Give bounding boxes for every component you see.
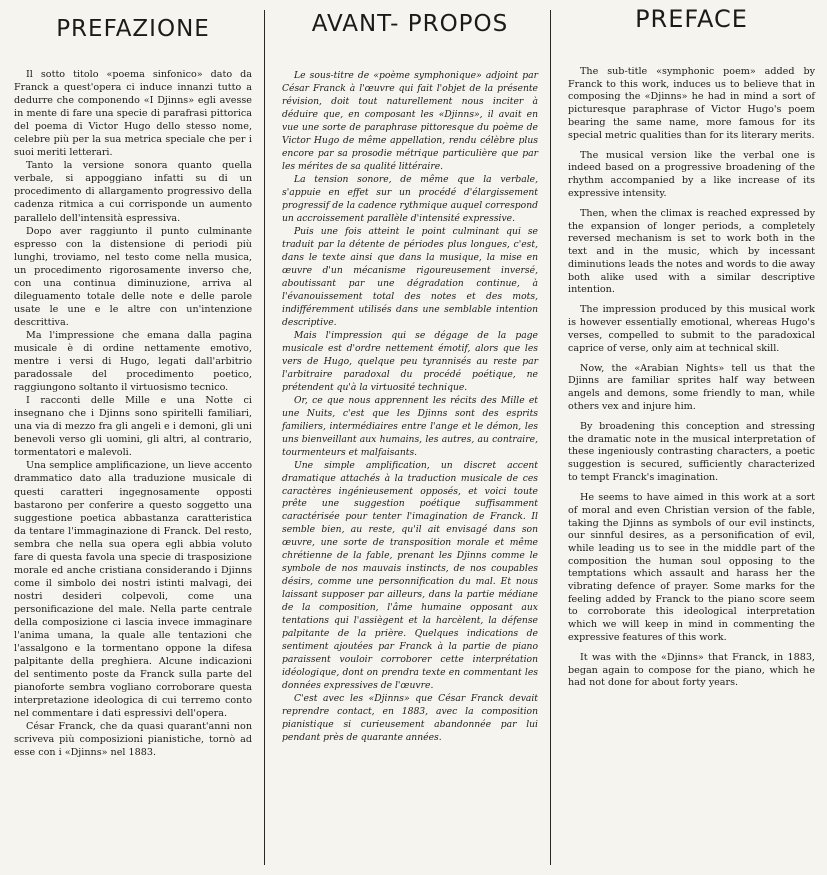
english-paragraph: The musical version like the verbal one is indeed based on a progressive broadening of the rhythm accompanied by a like increase of its expressive intensity.: [568, 149, 815, 199]
italian-paragraph: Una semplice amplificazione, un lieve accento drammatico dato alla traduzione musicale di questi caratteri ingegnosamente opposti bastarono per conferire a questo soggetto una suggestione poetica abbastanza caratteristica da tentare l'immaginazione di Franck. Del resto, sembra che nella sua opera egli abbia voluto fare di questa favola una specie di trasposizione morale ed anche cristiana considerando i Djinns come il simbolo dei nostri istinti malvagi, dei nostri desideri colpevoli, come una personificazione del male. Nella parte centrale della composizione ci lascia invece immaginare l'anima umana, la quale alle tentazioni che l'assalgono e la tormentano oppone la difesa palpitante della preghiera. Alcune indicazioni del sentimento poste da Franck sulla parte del pianoforte sembra vogliano corroborare questa interpretazione ideologica di cui terremo conto nel commentare i dati espressivi dell'opera.: [14, 460, 252, 720]
french-paragraph: C'est avec les «Djinns» que César Franck devait reprendre contact, en 1883, avec la composition pianistique si curieusement abandonnée par lui pendant près de quarante années.: [282, 693, 538, 744]
italian-paragraph: I racconti delle Mille e una Notte ci insegnano che i Djinns sono spiritelli familiari, una via di mezzo fra gli angeli e i demoni, gli uni benevoli verso gli uomini, gli altri, al contrario, tormentatori e malevoli.: [14, 395, 252, 459]
italian-paragraph: César Franck, che da quasi quarant'anni non scriveva più composizioni pianistiche, tornò ad esse con i «Djinns» nel 1883.: [14, 721, 252, 759]
french-paragraph: Le sous-titre de «poème symphonique» adjoint par César Franck à l'œuvre qui fait l'objet de la présente révision, doit tout naturellement nous inciter à déduire que, en composant les «Djinns», il avait en vue une sorte de paraphrase pittoresque du poème de Victor Hugo de même appellation, rendu célèbre plus encore par sa prosodie métrique particulière que par les mérites de sa qualité littéraire.: [282, 70, 538, 172]
french-paragraph: Mais l'impression qui se dégage de la page musicale est d'ordre nettement émotif, alors que les vers de Hugo, quelque peu tyrannisés au reste par l'arbitraire paradoxal du procédé poétique, ne prétendent qu'à la virtuosité technique.: [282, 329, 538, 393]
italian-paragraph: Dopo aver raggiunto il punto culminante espresso con la distensione di periodi più lunghi, troviamo, nel testo come nella musica, un procedimento rigorosamente inverso che, con una continua diminuzione, arriva al dileguamento totale delle note e delle parole usate le une e le altre con un'intenzione descrittiva.: [14, 225, 252, 328]
english-paragraph: Now, the «Arabian Nights» tell us that the Djinns are familiar sprites half way between angels and demons, some friendly to man, while others vex and injure him.: [568, 362, 815, 412]
italian-title: PREFAZIONE: [56, 16, 210, 42]
english-paragraph: Then, when the climax is reached expressed by the expansion of longer periods, a completely reversed mechanism is set to work both in the text and in the music, which by incessant diminutions leads the notes and words to die away both alike used with a similar descriptive intention.: [568, 208, 815, 296]
english-paragraph: He seems to have aimed in this work at a sort of moral and even Christian version of the fable, taking the Djinns as symbols of our evil instincts, our sinnful desires, as a personification of evil, while leading us to see in the middle part of the composition the human soul opposing to the temptations which assault and harass her the vibrating defence of prayer. Some marks for the feeling added by Franck to the piano score seem to corroborate this ideological interpretation which we will keep in mind in commenting the expressive features of this work.: [568, 492, 815, 643]
italian-body: [14, 68, 252, 759]
english-body: [568, 66, 815, 690]
french-paragraph: Or, ce que nous apprennent les récits des Mille et une Nuits, c'est que les Djinns sont des esprits familiers, intermédiaires entre l'ange et le démon, les uns bienveillant aux humains, les autres, au contraire, tourmenteurs et malfaisants.: [282, 394, 538, 458]
column-divider: [264, 10, 265, 865]
english-paragraph: The sub-title «symphonic poem» added by Franck to this work, induces us to believe that in composing the «Djinns» he had in mind a sort of picturesque paraphrase of Victor Hugo's poem bearing the same name, more famous for its special metric qualities than for its literary merits.: [568, 66, 815, 141]
english-paragraph: By broadening this conception and stressing the dramatic note in the musical interpretation of these ingeniously contrasting characters, a poetic suggestion is secured, sufficiently characterized to tempt Franck's imagination.: [568, 421, 815, 483]
english-title: PREFACE: [635, 5, 748, 33]
column-divider: [550, 10, 551, 865]
italian-column: [0, 0, 262, 875]
french-title: AVANT- PROPOS: [311, 11, 509, 37]
french-paragraph: La tension sonore, de même que la verbale, s'appuie en effet sur un procédé d'élargissement progressif de la cadence rythmique auquel correspond un accroissement parallèle d'intensité expressive.: [282, 173, 538, 224]
italian-paragraph: Il sotto titolo «poema sinfonico» dato da Franck a quest'opera ci induce innanzi tutto a dedurre che componendo «I Djinns» egli avesse in mente di fare una specie di parafrasi pittorica del poema di Victor Hugo dello stesso nome, celebre più per la sua metrica speciale che per i suoi meriti letterari.: [14, 69, 252, 159]
english-paragraph: It was with the «Djinns» that Franck, in 1883, began again to compose for the piano, which he had not done for about forty years.: [568, 652, 815, 689]
english-paragraph: The impression produced by this musical work is however essentially emotional, whereas Hugo's verses, compelled to submit to the paradoxical caprice of verse, only aim at technical skill.: [568, 304, 815, 354]
french-paragraph: Une simple amplification, un discret accent dramatique attachés à la traduction musicale de ces caractères ingénieusement opposés, et voici toute prête une suggestion poétique suffisamment caractérisée pour tenter l'imagination de Franck. Il semble bien, au reste, qu'il ait envisagé dans son œuvre, une sorte de transposition morale et même chrétienne de la fable, prenant les Djinns comme le symbole de nos mauvais instincts, de nos coupables désirs, comme une personnification du mal. Et nous laissant supposer par ailleurs, dans la partie médiane de la composition, l'âme humaine opposant aux tentations qui l'assiègent et la harcèlent, la défense palpitante de la prière. Quelques indications de sentiment ajoutées par Franck à la partie de piano paraissent vouloir corroborer cette interprétation idéologique, dont on prendra texte en commentant les données expressives de l'œuvre.: [282, 459, 538, 692]
french-body: [282, 70, 538, 745]
french-column: [270, 0, 548, 875]
english-column: [556, 0, 827, 875]
italian-paragraph: Tanto la versione sonora quanto quella verbale, si appoggiano infatti su di un procedimento di allargamento progressivo della cadenza ritmica a cui corrisponde un aumento parallelo dell'intensità espressiva.: [14, 160, 252, 224]
french-paragraph: Puis une fois atteint le point culminant qui se traduit par la détente de périodes plus longues, c'est, dans le texte ainsi que dans la musique, la mise en œuvre d'un mécanisme rigoureusement inversé, aboutissant par une dégradation continue, à l'évanouissement total des notes et des mots, indifféremment utilisés dans une semblable intention descriptive.: [282, 225, 538, 328]
italian-paragraph: Ma l'impressione che emana dalla pagina musicale è di ordine nettamente emotivo, mentre i versi di Hugo, legati dall'arbitrio paradossale del procedimento poetico, raggiungono soltanto il virtuosismo tecnico.: [14, 329, 252, 394]
